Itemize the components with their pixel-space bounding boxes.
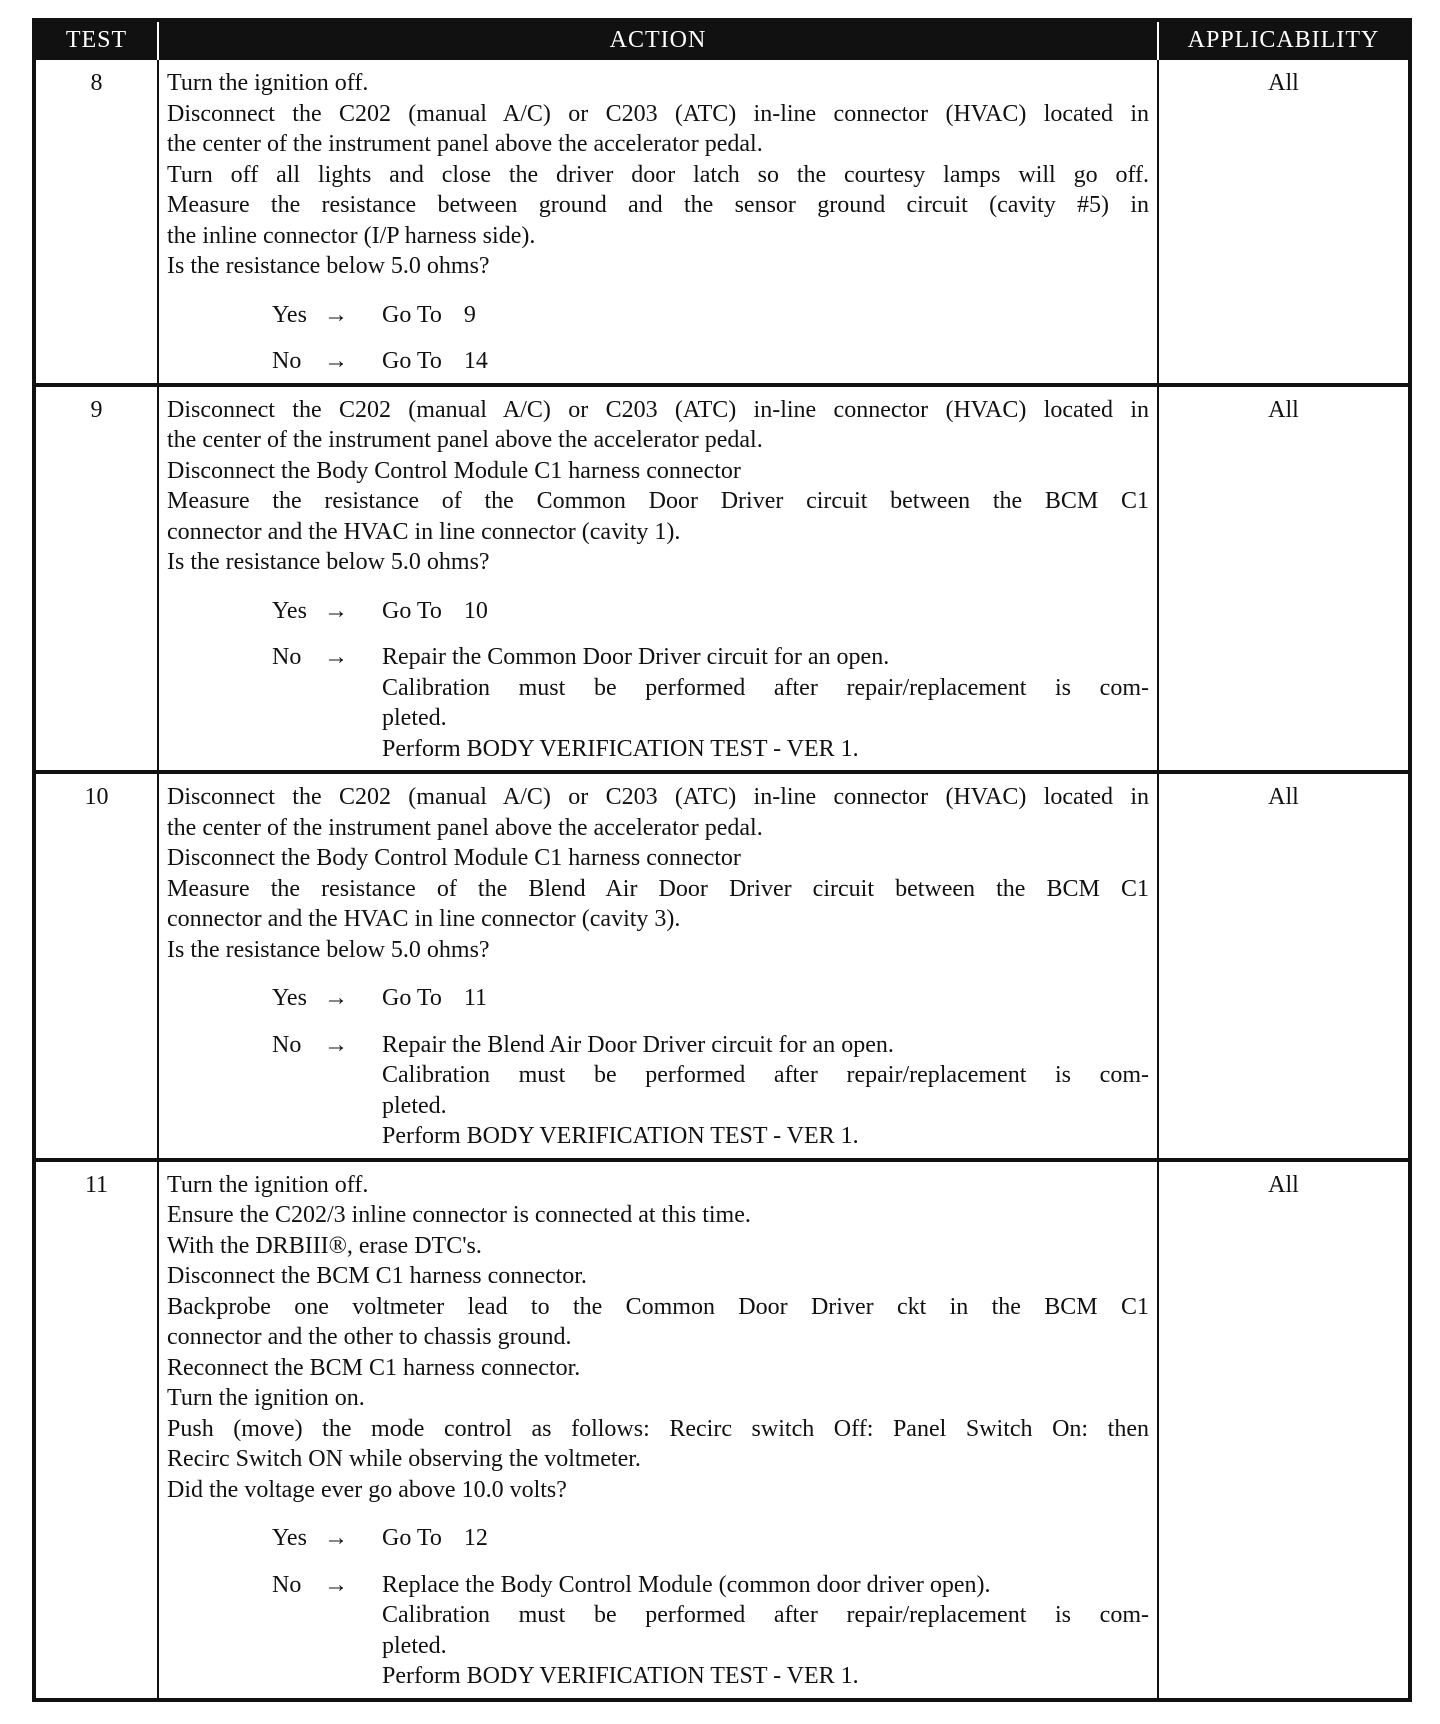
arrow-right-icon: → (324, 644, 348, 670)
arrow-right-icon: → (324, 1525, 348, 1551)
outcome-yes (272, 1523, 1149, 1554)
action-step: Disconnect the Body Control Module C1 harness connector (167, 845, 741, 871)
outcome-result (382, 642, 1149, 764)
outcome-label: No (272, 1031, 302, 1058)
action-step: Disconnect the C202 (manual A/C) or C203 (ATC) in-line connector (HVAC) located in (167, 396, 1149, 423)
action-step: the center of the instrument panel above the accelerator pedal. (167, 427, 763, 453)
table-row (34, 385, 1410, 773)
outcome-instruction: pleted. (382, 705, 447, 731)
applicability-value: All (1158, 385, 1410, 773)
action-step: Turn off all lights and close the driver door latch so the courtesy lamps will go off. (167, 161, 1149, 188)
outcome-list (167, 300, 1149, 377)
applicability-value: All (1158, 59, 1410, 385)
outcome-result (382, 1030, 1149, 1152)
test-number: 9 (34, 385, 158, 773)
outcome-yes (272, 983, 1149, 1014)
goto-test-number: 12 (463, 1525, 488, 1551)
outcome-instruction: Repair the Common Door Driver circuit for an open. (382, 644, 890, 670)
action-step: Recirc Switch ON while observing the voltmeter. (167, 1446, 641, 1472)
arrow-right-icon: → (324, 1031, 348, 1058)
action-step: Disconnect the C202 (manual A/C) or C203 (ATC) in-line connector (HVAC) located in (167, 100, 1149, 127)
outcome-yes (272, 596, 1149, 627)
outcome-instruction: Calibration must be performed after repair/replacement is com- (382, 1062, 1149, 1088)
outcome-list (167, 983, 1149, 1152)
table-body (34, 59, 1410, 1700)
action-step: Turn the ignition off. (167, 70, 369, 96)
action-step: connector and the HVAC in line connector (cavity 1). (167, 518, 681, 545)
goto-label: Go To (382, 301, 442, 328)
outcome-label: Yes (272, 597, 307, 624)
action-step: Disconnect the C202 (manual A/C) or C203 (ATC) in-line connector (HVAC) located in (167, 784, 1149, 810)
action-step: Ensure the C202/3 inline connector is connected at this time. (167, 1202, 751, 1228)
action-step: With the DRBIII®, erase DTC's. (167, 1232, 482, 1259)
action-step: connector and the other to chassis ground. (167, 1324, 572, 1350)
action-step: Is the resistance below 5.0 ohms? (167, 549, 490, 575)
test-number: 8 (34, 59, 158, 385)
action-step: the inline connector (I/P harness side). (167, 222, 536, 249)
action-cell (158, 59, 1158, 385)
outcome-label: Yes (272, 985, 307, 1011)
diagnostic-test-table (32, 18, 1412, 1702)
action-step: Disconnect the BCM C1 harness connector. (167, 1263, 587, 1289)
goto-label: Go To (382, 597, 442, 624)
outcome-result (382, 596, 1149, 627)
action-step: Measure the resistance of the Common Door Driver circuit between the BCM C1 (167, 488, 1149, 514)
outcome-label: Yes (272, 301, 307, 328)
table-row (34, 772, 1410, 1160)
test-number: 10 (34, 772, 158, 1160)
action-step: Is the resistance below 5.0 ohms? (167, 936, 490, 963)
outcome-no (272, 642, 1149, 764)
outcome-instruction: Calibration must be performed after repair/replacement is com- (382, 1602, 1149, 1628)
applicability-value: All (1158, 1160, 1410, 1700)
outcome-instruction: Perform BODY VERIFICATION TEST - VER 1. (382, 735, 859, 762)
outcome-result (382, 1523, 1149, 1554)
outcome-list (167, 596, 1149, 765)
goto-test-number: 11 (463, 985, 487, 1011)
outcome-result (382, 1570, 1149, 1692)
table-header-row (34, 20, 1410, 59)
action-cell (158, 1160, 1158, 1700)
table-row (34, 1160, 1410, 1700)
outcome-instruction: pleted. (382, 1092, 447, 1119)
arrow-right-icon: → (324, 301, 348, 328)
outcome-label: No (272, 644, 302, 670)
header-applicability: APPLICABILITY (1158, 20, 1410, 59)
outcome-label: Yes (272, 1525, 307, 1551)
action-step: Reconnect the BCM C1 harness connector. (167, 1354, 581, 1381)
outcome-no (272, 1030, 1149, 1152)
outcome-instruction: Calibration must be performed after repair/replacement is com- (382, 674, 1149, 701)
outcome-label: No (272, 348, 302, 374)
action-cell (158, 772, 1158, 1160)
action-step: Is the resistance below 5.0 ohms? (167, 253, 490, 279)
goto-label: Go To (382, 348, 442, 374)
outcome-instruction: Repair the Blend Air Door Driver circuit for an open. (382, 1031, 894, 1058)
goto-test-number: 10 (463, 597, 488, 624)
action-step: Backprobe one voltmeter lead to the Common Door Driver ckt in the BCM C1 (167, 1293, 1149, 1320)
action-step: Turn the ignition off. (167, 1171, 369, 1198)
outcome-no (272, 346, 1149, 377)
goto-label: Go To (382, 1525, 442, 1551)
action-cell (158, 385, 1158, 773)
goto-test-number: 9 (463, 301, 476, 328)
applicability-value: All (1158, 772, 1410, 1160)
action-step: connector and the HVAC in line connector (cavity 3). (167, 906, 681, 932)
action-step: Measure the resistance between ground and the sensor ground circuit (cavity #5) in (167, 192, 1149, 218)
outcome-no (272, 1570, 1149, 1692)
action-step: Did the voltage ever go above 10.0 volts? (167, 1476, 567, 1503)
outcome-instruction: Replace the Body Control Module (common door driver open). (382, 1571, 991, 1598)
outcome-list (167, 1523, 1149, 1692)
outcome-instruction: Perform BODY VERIFICATION TEST - VER 1. (382, 1663, 859, 1689)
goto-label: Go To (382, 985, 442, 1011)
header-test: TEST (34, 20, 158, 59)
action-step: Push (move) the mode control as follows: Recirc switch Off: Panel Switch On: then (167, 1415, 1149, 1442)
outcome-yes (272, 300, 1149, 331)
action-step: the center of the instrument panel above the accelerator pedal. (167, 814, 763, 841)
arrow-right-icon: → (324, 597, 348, 624)
arrow-right-icon: → (324, 348, 348, 374)
outcome-result (382, 300, 1149, 331)
action-step: the center of the instrument panel above the accelerator pedal. (167, 131, 763, 157)
arrow-right-icon: → (324, 985, 348, 1011)
action-step: Disconnect the Body Control Module C1 harness connector (167, 457, 741, 484)
outcome-result (382, 983, 1149, 1014)
outcome-instruction: Perform BODY VERIFICATION TEST - VER 1. (382, 1123, 859, 1149)
table-row (34, 59, 1410, 385)
outcome-label: No (272, 1571, 302, 1598)
header-action: ACTION (158, 20, 1158, 59)
action-step: Measure the resistance of the Blend Air Door Driver circuit between the BCM C1 (167, 875, 1149, 902)
outcome-result (382, 346, 1149, 377)
outcome-instruction: pleted. (382, 1632, 447, 1659)
test-number: 11 (34, 1160, 158, 1700)
arrow-right-icon: → (324, 1571, 348, 1598)
goto-test-number: 14 (463, 348, 488, 374)
action-step: Turn the ignition on. (167, 1385, 365, 1411)
